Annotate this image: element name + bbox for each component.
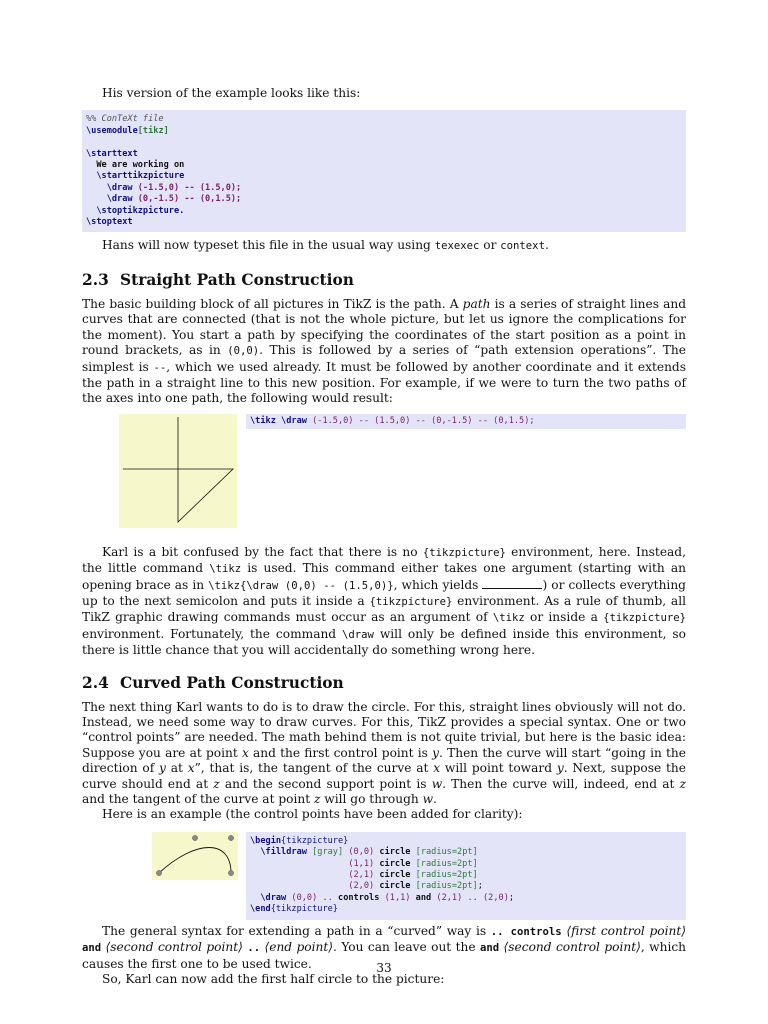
inline-code-context: context [500,240,545,253]
inline-line-result [482,578,542,589]
figure-straight-path [119,414,237,528]
paragraph-general-syntax: The general syntax for extending a path in a “curved” way is .. controls ⟨first control point⟩ and ⟨second control point⟩ .. ⟨end point⟩. You can leave out the and ⟨second control point⟩, which causes the first one to be used twice. [82,923,687,971]
figure-curved-path [152,832,238,880]
code-block-tikz-draw: \tikz \draw (-1.5,0) -- (1.5,0) -- (0,-1.5) -- (0,1.5); [246,414,686,429]
path-drawing [119,414,237,528]
curve-drawing [152,832,238,880]
code-line-6: \starttikzpicture [86,171,185,182]
code-line-7: \draw (-1.5,0) -- (1.5,0); [86,182,242,193]
example-straight-path [82,414,686,542]
section-heading-2-4: 2.4 Curved Path Construction [82,673,344,692]
section-heading-2-3: 2.3 Straight Path Construction [82,270,354,289]
inline-code-texexec: texexec [434,240,480,253]
paragraph-karl-confused: Karl is a bit confused by the fact that there is no {tikzpicture} environment, here. Instead, the little command \tikz is used. This command either takes one argument (starting with an opening brace as in \tikz{\draw (0,0) -- (1.5,0)}, which yields ) or collects everything up to the next semicolon and puts it inside a {tikzpicture} environment. As a rule of thumb, all TikZ graphic drawing commands must occur as an argument of \tikz or inside a {tikzpicture} environment. Fortunately, the command \draw will only be defined inside this environment, so there is little chance that you will accidentally do something wrong here. [82,544,687,658]
code-line-9: \stoptikzpicture. [86,205,185,216]
paragraph-half-circle: So, Karl can now add the first half circle to the picture: [102,972,445,987]
paragraph-example-intro: Here is an example (the control points have been added for clarity): [102,807,523,822]
paragraph-hans: Hans will now typeset this file in the usual way using texexec or context. [102,238,549,253]
code-block-context [82,110,686,232]
page-content [82,86,686,987]
code-path-coords: (-1.5,0) -- (1.5,0) -- (0,-1.5) -- (0,1.5); [312,415,535,426]
code-line-5: We are working on [86,160,185,171]
paragraph-curved-path: The next thing Karl wants to do is to draw the circle. For this, straight lines obviously will not do. Instead, we need some way to draw curves. For this, TikZ provides a special syntax. One or two “control points” are needed. The math behind them is not quite trivial, but here is the basic idea: Suppose you are at point x and the first control point is y. Then the curve will start “going in the direction of y at x”, that is, the tangent of the curve at x will point toward y. Next, suppose the curve should end at z and the second support point is w. Then the curve will, indeed, end at z and the tangent of the curve at point z will go through w. [82,699,686,806]
page-number: 33 [376,961,392,975]
code-block-tikzpicture: \begin{tikzpicture} \filldraw [gray] (0,0) circle [radius=2pt] (1,1) circle [radius=2pt] (2,1) circle [radius=2pt] (2,0) circle [radius=2pt]; \draw (0,0) .. controls (1,1) and (2,1) .. (2,0); \end{tikzpicture} [246,832,686,920]
code-line-10: \stoptext [86,217,133,228]
code-line-8: \draw (0,-1.5) -- (0,1.5); [86,194,242,205]
code-line-4: \starttext [86,148,138,159]
example-curved-path [82,832,686,922]
code-line-1: %% ConTeXt file [86,114,164,125]
paragraph-intro: His version of the example looks like this: [102,86,361,100]
code-line-2: \usemodule[tikz] [86,125,169,136]
paragraph-straight-path: The basic building block of all pictures in TikZ is the path. A path is a series of straight lines and curves that are connected (that is not the whole picture, but let us ignore the complications for the moment). You start a path by specifying the coordinates of the start position as a point in round brackets, as in (0,0). This is followed by a series of “path extension operations”. The simplest is --, which we used already. It must be followed by another coordinate and it extends the path in a straight line to this new position. For example, if we were to turn the two paths of the axes into one path, the following would result: [82,296,686,406]
